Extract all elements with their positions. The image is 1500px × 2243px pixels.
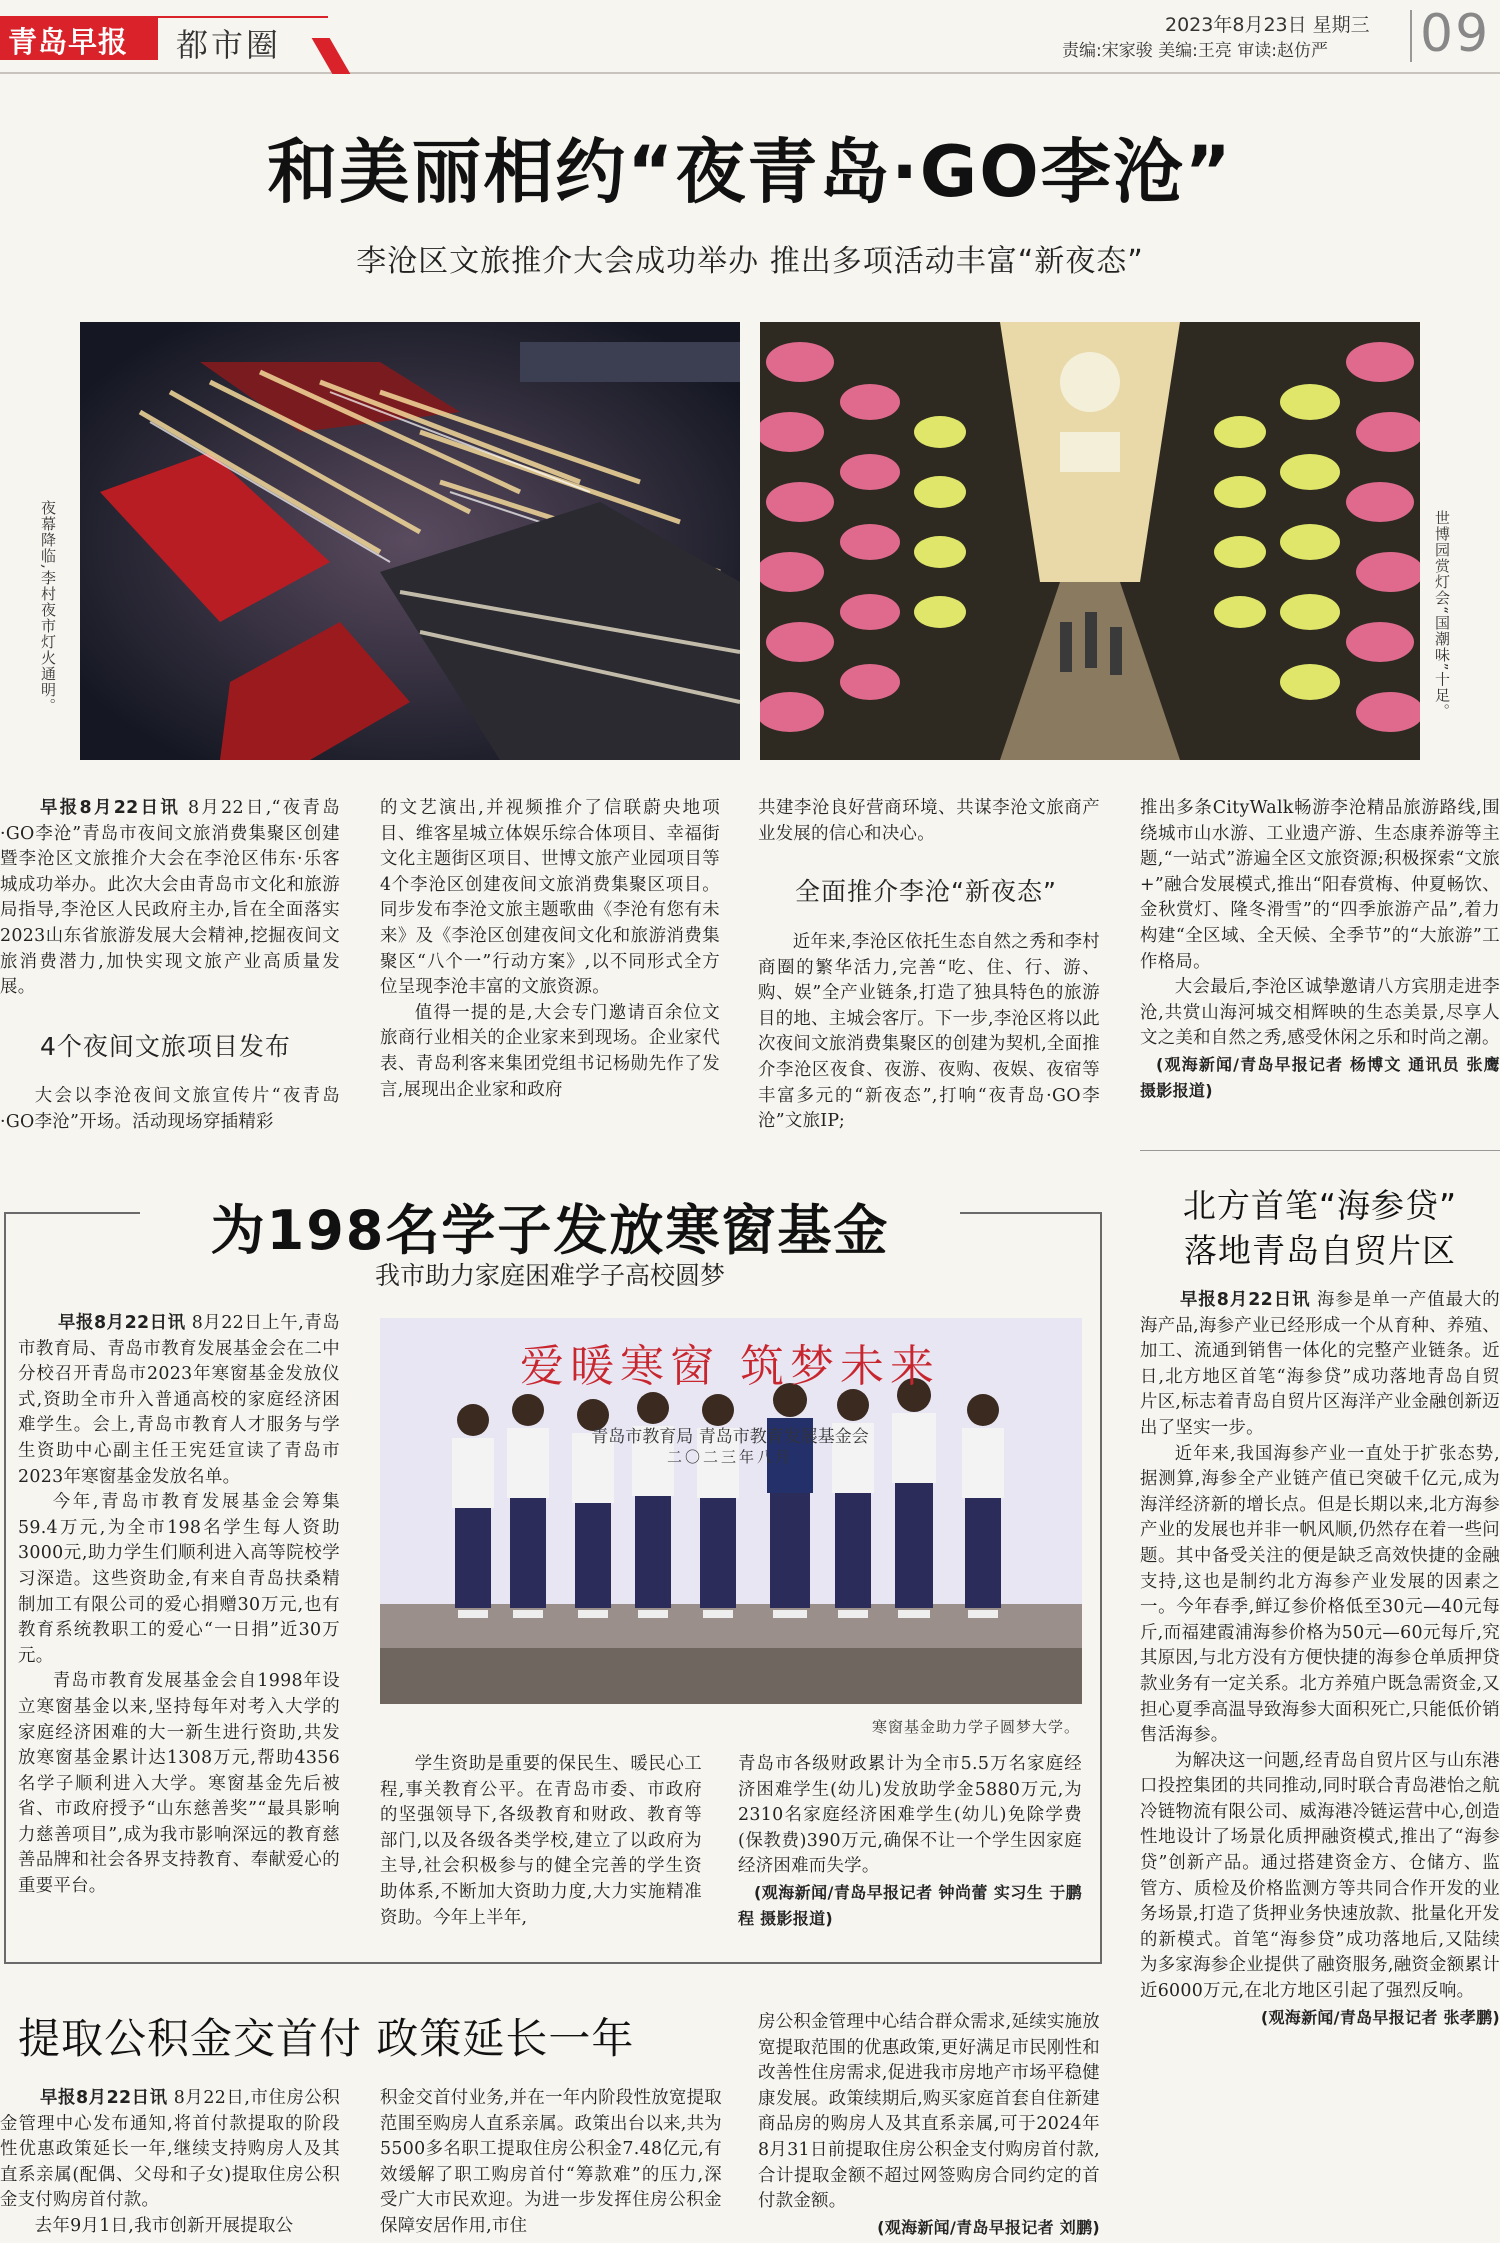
story4-byline: (观海新闻/青岛早报记者 刘鹏) xyxy=(877,2217,1100,2237)
story1-column-3 xyxy=(758,796,1100,847)
story3-paragraph: 海参是单一产值最大的海产品,海参产业已经形成一个从育种、养殖、加工、流通到销售一体化的完整产业链条。近日,北方地区首笔“海参贷”成功落地青岛自贸片区,标志着青岛自贸片区海洋产业金融创新迈出了坚实一步。 xyxy=(1140,1290,1500,1438)
story2-photo-caption: 寒窗基金助力学子圆梦大学。 xyxy=(871,1718,1080,1736)
story2-column-2 xyxy=(380,1752,702,1931)
story3-dateline: 早报8月22日讯 xyxy=(1180,1290,1311,1310)
night-market-photo xyxy=(80,322,740,760)
issue-date: 2023年8月23日 星期三 xyxy=(1165,14,1370,36)
story1-subheading-1: 4个夜间文旅项目发布 xyxy=(40,1032,291,1061)
photo-left-caption: 夜幕降临,李村夜市灯火通明。 xyxy=(39,500,57,714)
editors-line: 责编:宋家骏 美编:王亮 审读:赵仿严 xyxy=(1062,41,1328,61)
ceremony-banner-org: 青岛市教育局 青岛市教育发展基金会 xyxy=(591,1427,869,1447)
story1-paragraph: 大会以李沧夜间文旅宣传片“夜青岛·GO李沧”开场。活动现场穿插精彩 xyxy=(0,1086,340,1132)
story2-paragraph: 学生资助是重要的保民生、暖民心工程,事关教育公平。在青岛市委、市政府的坚强领导下,各级教育和财政、教育等部门,以及各级各类学校,建立了以政府为主导,社会积极参与的健全完善的学生资助体系,不断加大资助力度,大力实施精准资助。今年上半年, xyxy=(380,1754,702,1928)
story3-title-line-1: 北方首笔“海参贷” xyxy=(1182,1186,1458,1225)
masthead xyxy=(0,0,1500,78)
story2-dateline: 早报8月22日讯 xyxy=(58,1313,186,1333)
story1-column-4 xyxy=(1140,796,1500,1103)
page-number: 09 xyxy=(1420,4,1491,64)
masthead-rule xyxy=(0,72,1500,74)
story1-title: 和美丽相约“夜青岛·GO李沧” xyxy=(267,131,1233,213)
story4-title: 提取公积金交首付 政策延长一年 xyxy=(18,2014,635,2063)
story2-paragraph: 今年,青岛市教育发展基金会筹集59.4万元,为全市198名学生每人资助3000元,助力学生们顺利进入高等院校学习深造。这些资助金,有来自青岛扶桑精制加工有限公司的爱心捐赠30万元,也有教育系统教职工的爱心“一日捐”近30万元。 xyxy=(18,1492,340,1666)
page-divider xyxy=(1410,10,1412,62)
story4-paragraph: 积金交首付业务,并在一年内阶段性放宽提取范围至购房人直系亲属。政策出台以来,共为5500多名职工提取住房公积金7.48亿元,有效缓解了职工购房首付“筹款难”的压力,深受广大市民欢迎。为进一步发挥住房公积金保障安居作用,市住 xyxy=(380,2088,722,2236)
story4-column-2 xyxy=(380,2086,722,2240)
story1-subtitle: 李沧区文旅推介大会成功举办 推出多项活动丰富“新夜态” xyxy=(356,244,1144,279)
story3-column xyxy=(1140,1288,1500,2030)
story3-byline: (观海新闻/青岛早报记者 张孝鹏) xyxy=(1260,2007,1500,2027)
scholarship-ceremony-photo xyxy=(380,1318,1082,1704)
story2-paragraph: 青岛市教育发展基金会自1998年设立寒窗基金以来,坚持每年对考入大学的家庭经济困难的大一新生进行资助,共发放寒窗基金累计达1308万元,帮助4356名学子顺利进入大学。寒窗基金先后被省、市政府授予“山东慈善奖”“最具影响力慈善项目”,成为我市影响深远的教育慈善品牌和社会各界支持教育、奉献爱心的重要平台。 xyxy=(18,1671,340,1897)
story3-rule xyxy=(1140,1150,1500,1151)
story4-paragraph: 房公积金管理中心结合群众需求,延续实施放宽提取范围的优惠政策,更好满足市民刚性和改善性住房需求,促进我市房地产市场平稳健康发展。政策续期后,购买家庭首套自住新建商品房的购房人及其直系亲属,可于2024年8月31日前提取住房公积金支付购房首付款,合计提取金额不超过网签购房合同约定的首付款金额。 xyxy=(758,2012,1100,2212)
story1-paragraph: 近年来,李沧区依托生态自然之秀和李村商圈的繁华活力,完善“吃、住、行、游、购、娱”全产业链条,打造了独具特色的旅游目的地、主城会客厅。下一步,李沧区将以此次夜间文旅消费集聚区的创建为契机,全面推介李沧区夜食、夜游、夜购、夜娱、夜宿等丰富多元的“新夜态”,打响“夜青岛·GO李沧”文旅IP; xyxy=(758,932,1100,1132)
story4-paragraph: 去年9月1日,我市创新开展提取公 xyxy=(34,2215,294,2236)
story2-subtitle: 我市助力家庭困难学子高校圆梦 xyxy=(374,1261,725,1290)
ceremony-banner-slogan: 爱暖寒窗 筑梦未来 xyxy=(520,1341,940,1392)
story1-column-1 xyxy=(0,796,340,1001)
story2-paragraph: 青岛市各级财政累计为全市5.5万名家庭经济困难学生(幼儿)发放助学金5880万元,为2310名家庭经济困难学生(幼儿)免除学费(保教费)390万元,确保不让一个学生因家庭经济困难而失学。 xyxy=(738,1754,1082,1877)
story2-paragraph: 8月22日上午,青岛市教育局、青岛市教育发展基金会在二中分校召开青岛市2023年寒窗基金发放仪式,资助全市升入普通高校的家庭经济困难学生。会上,青岛市教育人才服务与学生资助中心副主任王宪廷宣读了青岛市2023年寒窗基金发放名单。 xyxy=(18,1313,340,1487)
story4-paragraph: 8月22日,市住房公积金管理中心发布通知,将首付款提取的阶段性优惠政策延长一年,继续支持购房人及其直系亲属(配偶、父母和子女)提取住房公积金支付购房首付款。 xyxy=(0,2088,340,2211)
story4-column-1 xyxy=(0,2086,340,2240)
story2-title: 为198名学子发放寒窗基金 xyxy=(210,1199,890,1262)
story1-column-1b xyxy=(0,1084,340,1135)
story3-paragraph: 近年来,我国海参产业一直处于扩张态势,据测算,海参全产业链产值已突破千亿元,成为海洋经济新的增长点。但是长期以来,北方海参产业的发展也并非一帆风顺,仍然存在着一些问题。其中备受关注的便是缺乏高效快捷的金融支持,这也是制约北方海参产业发展的因素之一。今年春季,鲜辽参价格低至30元—40元每斤,而福建霞浦海参价格为50元—60元每斤,究其原因,与北方没有方便快捷的海参仓单质押贷款业务有一定关系。北方养殖户既急需资金,又担心夏季高温导致海参大面积死亡,只能低价销售活海参。 xyxy=(1140,1443,1500,1746)
story1-paragraph: 的文艺演出,并视频推介了信联蔚央地项目、维客星城立体娱乐综合体项目、幸福街文化主题街区项目、世博文旅产业园项目等4个李沧区创建夜间文旅消费集聚区项目。同步发布李沧文旅主题歌曲《李沧有您有未来》及《李沧区创建夜间文化和旅游消费集聚区“八个一”行动方案》,以不同形式全方位呈现李沧丰富的文旅资源。 xyxy=(380,798,720,998)
story1-paragraph: 大会最后,李沧区诚挚邀请八方宾朋走进李沧,共赏山海河城交相辉映的生态美景,尽享人文之美和自然之秀,感受休闲之乐和时尚之潮。 xyxy=(1140,977,1500,1049)
section-title: 都市圈 xyxy=(176,26,282,64)
story1-byline: (观海新闻/青岛早报记者 杨博文 通讯员 张鹰 摄影报道) xyxy=(1140,1054,1500,1100)
story1-paragraph: 共建李沧良好营商环境、共谋李沧文旅商产业发展的信心和决心。 xyxy=(758,798,1100,844)
story1-paragraph: 8月22日,“夜青岛·GO李沧”青岛市夜间文旅消费集聚区创建暨李沧区文旅推介大会在李沧区伟东·乐客城成功举办。此次大会由青岛市文化和旅游局指导,李沧区人民政府主办,旨在全面落实2023山东省旅游发展大会精神,挖掘夜间文旅消费潜力,加快实现文旅产业高质量发展。 xyxy=(0,798,340,998)
photo-right-caption: 世博园赏灯会“国潮味”十足。 xyxy=(1433,510,1451,720)
story4-dateline: 早报8月22日讯 xyxy=(40,2088,168,2108)
ceremony-banner-date: 二〇二三年八月 xyxy=(666,1448,793,1466)
night-market-illustration xyxy=(80,322,740,760)
story3-title-line-2: 落地青岛自贸片区 xyxy=(1184,1231,1456,1270)
story1-subheading-2: 全面推介李沧“新夜态” xyxy=(795,877,1057,906)
story2-byline: (观海新闻/青岛早报记者 钟尚蕾 实习生 于鹏程 摄影报道) xyxy=(738,1882,1082,1928)
logo-text: 青岛早报 xyxy=(8,25,129,59)
story4-column-3 xyxy=(758,2010,1100,2240)
story1-paragraph: 推出多条CityWalk畅游李沧精品旅游路线,围绕城市山水游、工业遗产游、生态康养游等主题,“一站式”游遍全区文旅资源;积极探索“文旅+”融合发展模式,推出“阳春赏梅、仲夏畅饮、金秋赏灯、隆冬滑雪”的“四季旅游产品”,着力构建“全区域、全天候、全季节”的“大旅游”工作格局。 xyxy=(1140,798,1500,972)
lantern-tunnel-illustration xyxy=(760,322,1420,760)
story1-column-3b xyxy=(758,930,1100,1135)
story2-column-3 xyxy=(738,1752,1082,1931)
story3-paragraph: 为解决这一问题,经青岛自贸片区与山东港口投控集团的共同推动,同时联合青岛港怡之航冷链物流有限公司、威海港冷链运营中心,创造性地设计了场景化质押融资模式,推出了“海参贷”创新产品。通过搭建资金方、仓储方、监管方、质检及价格监测方等共同合作开发的业务场景,打造了货押业务快速放款、批量化开发的新模式。首笔“海参贷”成功落地后,又陆续为多家海参企业提供了融资服务,融资金额累计近6000万元,在北方地区引起了强烈反响。 xyxy=(1140,1750,1500,2002)
story2-column-1 xyxy=(18,1311,340,1900)
story1-paragraph: 值得一提的是,大会专门邀请百余位文旅商行业相关的企业家来到现场。企业家代表、青岛利客来集团党组书记杨勋先作了发言,展现出企业家和政府 xyxy=(380,1002,720,1100)
story1-column-2 xyxy=(380,796,720,1103)
story1-dateline: 早报8月22日讯 xyxy=(40,798,181,818)
lantern-festival-photo xyxy=(760,322,1420,760)
